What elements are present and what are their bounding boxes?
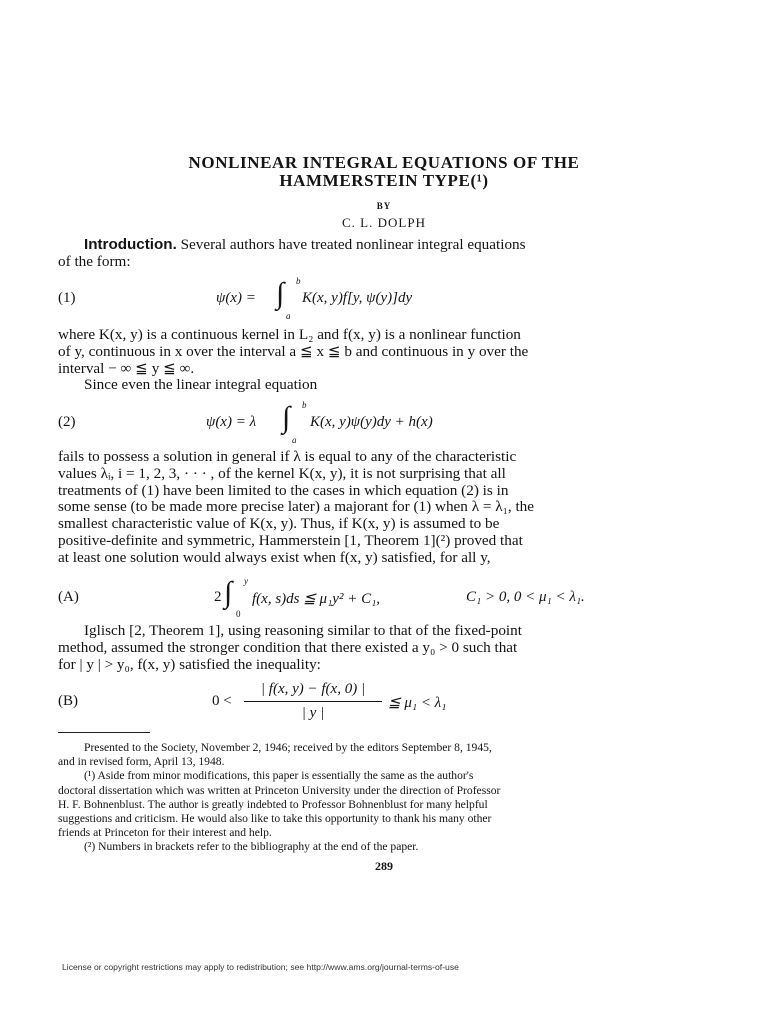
footnote-line: friends at Princeton for their interest and help. — [58, 826, 272, 840]
footnotes — [58, 741, 614, 855]
equation-A-body: f(x, s)ds ≦ μ₁y² + C₁, — [252, 591, 381, 607]
author: C. L. DOLPH — [342, 215, 426, 230]
paragraph-5 — [58, 623, 614, 673]
equation-B-right: ≦ μ₁ < λ₁ — [388, 695, 447, 711]
text-line: smallest characteristic value of K(x, y). Thus, if K(x, y) is assumed to be — [58, 515, 500, 533]
page-number: 289 — [375, 859, 393, 873]
lower-limit: a — [286, 311, 291, 321]
integral-sign: ∫ — [276, 277, 285, 310]
license-notice: License or copyright restrictions may apply to redistribution; see http://www.ams.org/journal-terms-of-use — [62, 962, 459, 972]
equation-B-left: 0 < — [212, 693, 232, 709]
text-line: fails to possess a solution in general if λ is equal to any of the characteristic — [58, 448, 517, 465]
footnote-line: Presented to the Society, November 2, 1946; received by the editors September 8, 1945, — [84, 741, 492, 754]
title-line-2: HAMMERSTEIN TYPE(¹) — [279, 171, 489, 190]
title-line-1: NONLINEAR INTEGRAL EQUATIONS OF THE — [188, 153, 580, 172]
text-line: positive-definite and symmetric, Hammerstein [1, Theorem 1](²) proved that — [58, 531, 523, 549]
equation-A-condition: C₁ > 0, 0 < μ₁ < λ₁. — [466, 589, 585, 605]
equation-2-lhs: ψ(x) = λ — [206, 414, 257, 430]
text-line: interval − ∞ ≦ y ≦ ∞. — [58, 359, 195, 377]
equation-1-rhs: K(x, y)f[y, ψ(y)]dy — [302, 290, 413, 306]
equation-2-number: (2) — [58, 414, 76, 430]
footnote-line: (¹) Aside from minor modifications, this paper is essentially the same as the author's — [84, 769, 474, 783]
text-line: values λᵢ, i = 1, 2, 3, · · · , of the kernel K(x, y), it is not surprising that all — [58, 464, 506, 482]
footnote-line: H. F. Bohnenblust. The author is greatly indebted to Professor Bohnenblust for many helpful — [58, 797, 488, 811]
lower-limit: a — [292, 435, 297, 445]
fraction-bar — [244, 701, 382, 702]
text-line: some sense (to be made more precise later) a majorant for (1) when λ = λ₁, the — [58, 498, 535, 516]
equation-A-coefficient: 2 — [214, 589, 222, 605]
equation-B-number: (B) — [58, 693, 78, 709]
text-line: Iglisch [2, Theorem 1], using reasoning similar to that of the fixed-point — [84, 622, 522, 639]
equation-1-lhs: ψ(x) = — [216, 290, 256, 306]
footnote-line: (²) Numbers in brackets refer to the bibliography at the end of the paper. — [84, 840, 419, 854]
intro-paragraph — [58, 237, 614, 271]
footnote-line: and in revised form, April 13, 1948. — [58, 755, 225, 769]
equation-2-rhs: K(x, y)ψ(y)dy + h(x) — [310, 414, 433, 430]
integral-sign: ∫ — [224, 576, 233, 609]
upper-limit: y — [244, 576, 248, 586]
intro-line: of the form: — [58, 252, 131, 270]
text-line: for | y | > y₀, f(x, y) satisfied the inequality: — [58, 655, 321, 673]
upper-limit: b — [296, 276, 301, 286]
fraction-denominator: | y | — [301, 705, 325, 721]
integral-sign: ∫ — [282, 401, 291, 434]
equation-A-number: (A) — [58, 589, 79, 605]
footnote-rule — [58, 732, 150, 733]
text-line: where K(x, y) is a continuous kernel in L₂ and f(x, y) is a nonlinear function — [58, 326, 521, 343]
paragraph-4 — [58, 449, 614, 567]
text-line: at least one solution would always exist when f(x, y) satisfied, for all y, — [58, 548, 491, 566]
text-line: method, assumed the stronger condition that there existed a y₀ > 0 such that — [58, 638, 518, 656]
intro-line: Introduction. Several authors have treated nonlinear integral equations — [84, 236, 526, 253]
footnote-line: doctoral dissertation which was written at Princeton University under the direction of Professor — [58, 783, 501, 797]
paragraph-2 — [58, 327, 614, 377]
upper-limit: b — [302, 400, 307, 410]
fraction-numerator: | f(x, y) − f(x, 0) | — [260, 681, 366, 697]
intro-heading: Introduction. — [84, 236, 177, 253]
text-line: of y, continuous in x over the interval a ≦ x ≦ b and continuous in y over the — [58, 342, 529, 360]
lower-limit: 0 — [236, 609, 241, 619]
text-line: Since even the linear integral equation — [84, 376, 318, 393]
footnote-line: suggestions and criticism. He would also like to take this opportunity to thank his many other — [58, 811, 492, 825]
equation-1-number: (1) — [58, 290, 76, 306]
byline: BY — [376, 201, 392, 211]
paragraph-3 — [58, 377, 614, 394]
text-line: treatments of (1) have been limited to the cases in which equation (2) is in — [58, 481, 509, 499]
